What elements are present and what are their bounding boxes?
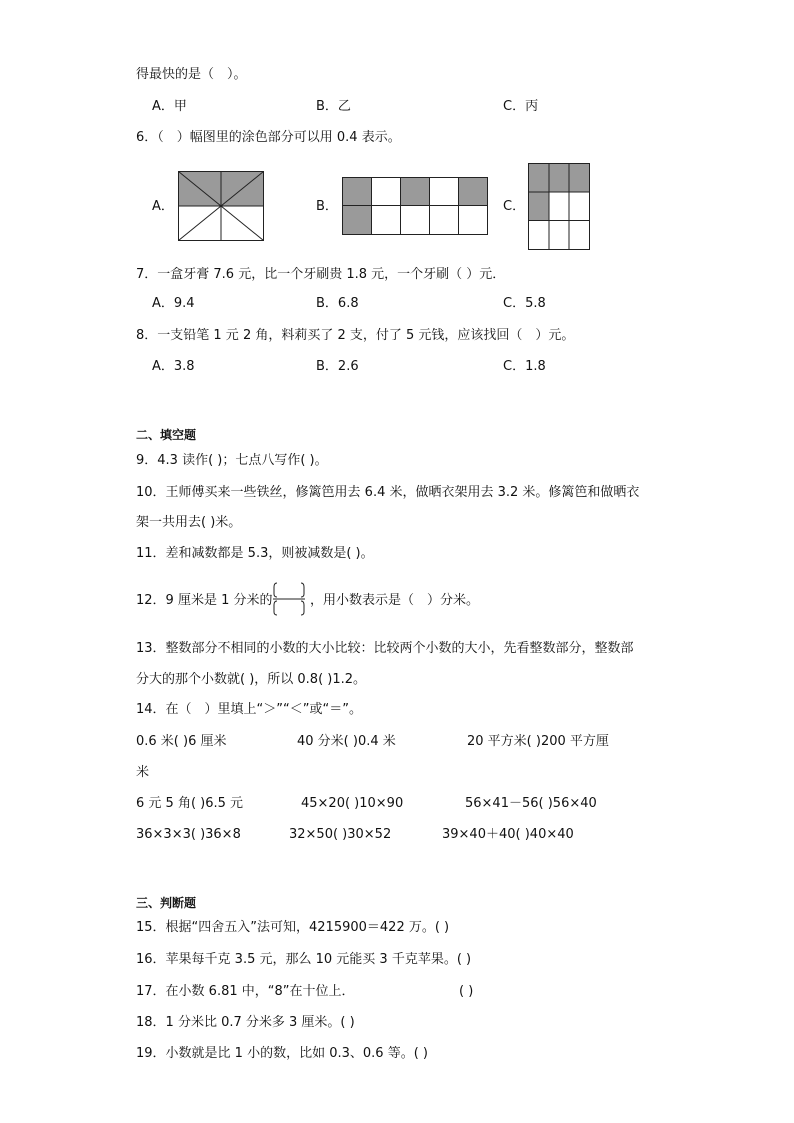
q8-option-a[interactable]: A．3.8: [152, 359, 195, 374]
q5-option-a[interactable]: A．甲: [152, 99, 187, 114]
q19-text: 19．小数就是比 1 小的数，比如 0.3、0.6 等。( ): [136, 1046, 428, 1061]
q7-option-b[interactable]: B．6.8: [316, 296, 359, 311]
q12-text-before: 12．9 厘米是 1 分米的: [136, 593, 273, 608]
q7-option-c[interactable]: C．5.8: [503, 296, 546, 311]
q14-item-9: 39×40＋40( )40×40: [442, 827, 574, 842]
q6-text: 6．（ ）幅图里的涂色部分可以用 0.4 表示。: [136, 130, 401, 145]
q8-option-b[interactable]: B．2.6: [316, 359, 359, 374]
q11-text: 11．差和减数都是 5.3，则被减数是( )。: [136, 546, 374, 561]
q10-line-2: 架一共用去( )米。: [136, 515, 242, 530]
q6-option-b[interactable]: B．: [316, 199, 338, 214]
q13-line-1: 13．整数部分不相同的小数的大小比较：比较两个小数的大小，先看整数部分，整数部: [136, 641, 634, 656]
q7-option-a[interactable]: A．9.4: [152, 296, 195, 311]
q14-item-8: 32×50( )30×52: [289, 827, 392, 842]
q12-text-after: ，用小数表示是（ ）分米。: [310, 593, 480, 608]
q16-text: 16．苹果每千克 3.5 元，那么 10 元能买 3 千克苹果。( ): [136, 952, 472, 967]
q14-item-5: 45×20( )10×90: [301, 796, 404, 811]
figure-b-grid-2x5: [342, 177, 488, 235]
q17-answer-blank[interactable]: ( ): [459, 984, 474, 999]
q14-item-3: 20 平方米( )200 平方厘: [467, 734, 609, 749]
q14-item-2: 40 分米( )0.4 米: [297, 734, 396, 749]
q5-tail: 得最快的是（ ）。: [136, 67, 247, 82]
q18-text: 18．1 分米比 0.7 分米多 3 厘米。( ): [136, 1015, 355, 1030]
q15-text: 15．根据“四舍五入”法可知，4215900＝422 万。( ): [136, 920, 450, 935]
q8-option-c[interactable]: C．1.8: [503, 359, 546, 374]
q14-item-1: 0.6 米( )6 厘米: [136, 734, 227, 749]
q5-option-b[interactable]: B．乙: [316, 99, 351, 114]
q9-text: 9．4.3 读作( )；七点八写作( )。: [136, 453, 328, 468]
q5-option-c[interactable]: C．丙: [503, 99, 539, 114]
q14-item-7: 36×3×3( )36×8: [136, 827, 241, 842]
section-title-true-false: 三、判断题: [136, 896, 197, 910]
q7-text: 7．一盒牙膏 7.6 元，比一个牙刷贵 1.8 元，一个牙刷（ ）元．: [136, 267, 506, 282]
q14-item-6: 56×41－56( )56×40: [465, 796, 597, 811]
q6-option-c[interactable]: C．: [503, 199, 526, 214]
section-title-fill-blank: 二、填空题: [136, 428, 197, 442]
q10-line-1: 10．王师傅买来一些铁丝，修篱笆用去 6.4 米，做晒衣架用去 3.2 米。修篱笆和做晒衣: [136, 485, 640, 500]
q14-text: 14．在（ ）里填上“＞”“＜”或“＝”。: [136, 702, 362, 717]
figure-c-grid-3x3: [528, 163, 590, 250]
q13-line-2: 分大的那个小数就( )，所以 0.8( )1.2。: [136, 672, 367, 687]
figure-a-radial-rectangle: [178, 171, 264, 241]
q8-text: 8．一支铅笔 1 元 2 角，料莉买了 2 支，付了 5 元钱，应该找回（ ）元。: [136, 328, 575, 343]
fraction-blank-icon[interactable]: [271, 581, 307, 617]
q14-item-3-wrap: 米: [136, 765, 150, 780]
q14-item-4: 6 元 5 角( )6.5 元: [136, 796, 244, 811]
q17-text: 17．在小数 6.81 中，“8”在十位上．: [136, 984, 355, 999]
q6-option-a[interactable]: A．: [152, 199, 174, 214]
